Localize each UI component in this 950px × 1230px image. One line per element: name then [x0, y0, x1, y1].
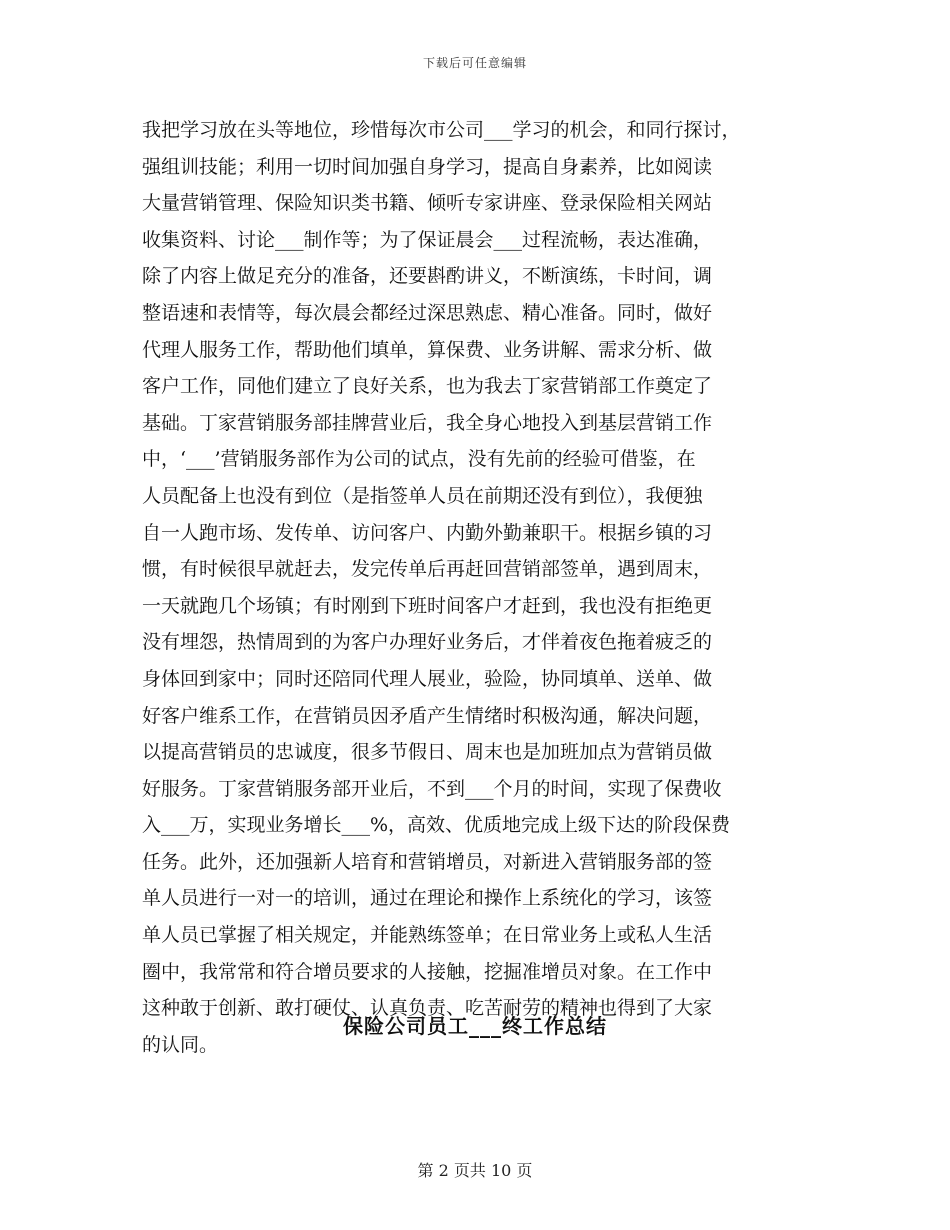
paragraph-line: 整语速和表情等，每次晨会都经过深思熟虑、精心准备。同时，做好: [142, 301, 713, 324]
paragraph-line: 圈中，我常常和符合增员要求的人接触，挖掘准增员对象。在工作中: [142, 960, 713, 983]
paragraph-line: 一天就跑几个场镇；有时刚到下班时间客户才赶到，我也没有拒绝更: [142, 594, 713, 617]
paragraph-line: 单人员进行一对一的培训，通过在理论和操作上系统化的学习，该签: [142, 887, 713, 910]
paragraph-line: 除了内容上做足充分的准备，还要斟酌讲义，不断演练，卡时间，调: [142, 265, 713, 288]
paragraph-line: 基础。丁家营销服务部挂牌营业后，我全身心地投入到基层营销工作: [142, 411, 713, 434]
paragraph-line: 单人员已掌握了相关规定，并能熟练签单；在日常业务上或私人生活: [142, 924, 713, 947]
paragraph-line: 好客户维系工作，在营销员因矛盾产生情绪时积极沟通，解决问题，: [142, 704, 713, 727]
paragraph-line: 这种敢于创新、敢打硬仗、认真负责、吃苦耐劳的精神也得到了大家: [142, 997, 713, 1020]
paragraph-line: 入___万，实现业务增长___%，高效、优质地完成上级下达的阶段保费: [142, 814, 731, 837]
paragraph-line: 大量营销管理、保险知识类书籍、倾听专家讲座、登录保险相关网站: [142, 192, 713, 215]
paragraph-line: 以提高营销员的忠诚度，很多节假日、周末也是加班加点为营销员做: [142, 741, 713, 764]
paragraph-line: 代理人服务工作，帮助他们填单，算保费、业务讲解、需求分析、做: [142, 338, 713, 361]
paragraph-line: 我把学习放在头等地位，珍惜每次市公司___学习的机会，和同行探讨，: [142, 119, 741, 141]
paragraph-line: 的认同。: [142, 1033, 219, 1056]
document-body: [142, 112, 832, 1063]
paragraph-line: 身体回到家中；同时还陪同代理人展业，验险，协同填单、送单、做: [142, 667, 713, 690]
page-header: 下载后可任意编辑: [422, 56, 527, 70]
paragraph-line: 惯，有时候很早就赶去，发完传单后再赶回营销部签单，遇到周末，: [142, 558, 713, 581]
paragraph-line: 人员配备上也没有到位（是指签单人员在前期还没有到位），我便独: [142, 484, 703, 507]
section-title: 保险公司员工___终工作总结: [343, 1014, 607, 1038]
paragraph-line: 客户工作，同他们建立了良好关系，也为我去丁家营销部工作奠定了: [142, 375, 713, 398]
paragraph-line: 好服务。丁家营销服务部开业后，不到___个月的时间，实现了保费收: [142, 777, 722, 800]
paragraph-line: 中，‘___’营销服务部作为公司的试点，没有先前的经验可借鉴，在: [142, 448, 696, 471]
paragraph-line: 任务。此外，还加强新人培育和营销增员，对新进入营销服务部的签: [142, 850, 713, 873]
paragraph-line: 没有埋怨，热情周到的为客户办理好业务后，才伴着夜色拖着疲乏的: [142, 631, 713, 654]
paragraph-line: 自一人跑市场、发传单、访问客户、内勤外勤兼职干。根据乡镇的习: [142, 521, 713, 544]
paragraph-line: 强组训技能；利用一切时间加强自身学习，提高自身素养，比如阅读: [142, 155, 713, 178]
page-number: 第 2 页共 10 页: [417, 1161, 533, 1180]
paragraph-line: 收集资料、讨论___制作等；为了保证晨会___过程流畅，表达准确，: [142, 228, 713, 251]
